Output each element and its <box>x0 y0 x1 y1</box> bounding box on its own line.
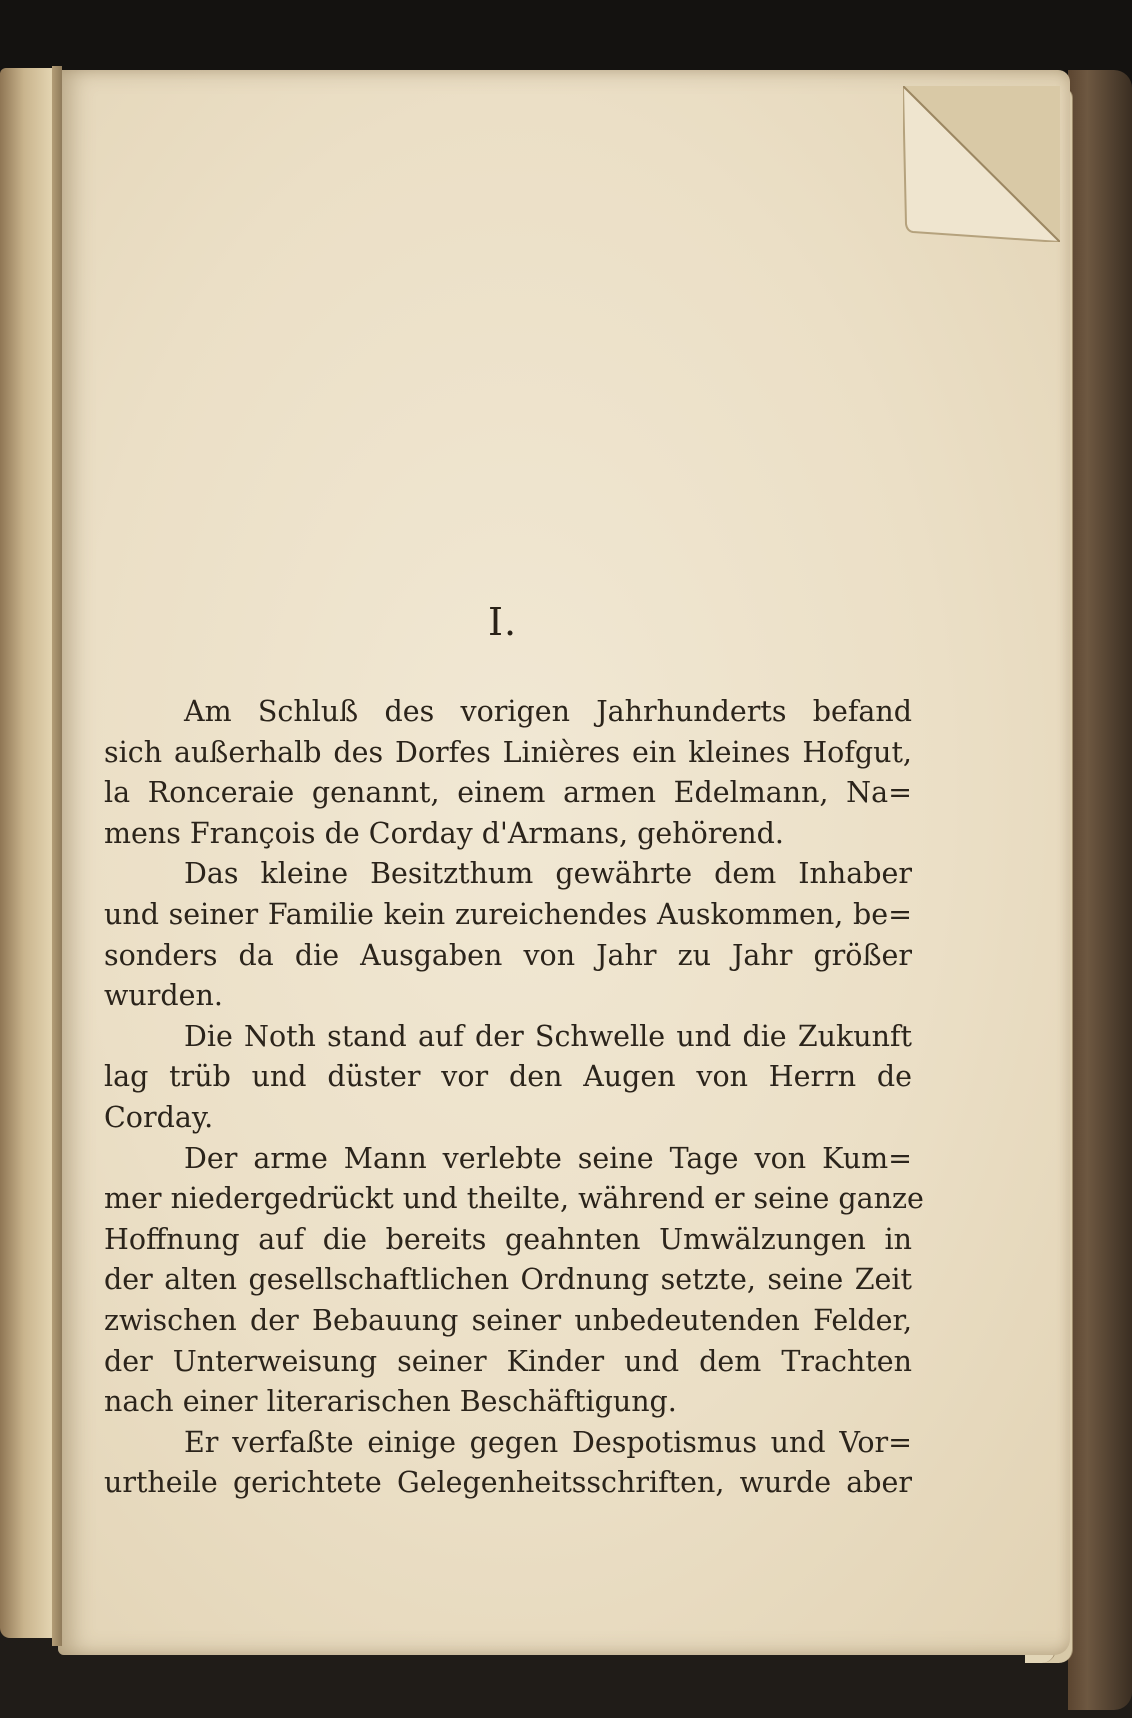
text-line: der Unterweisung seiner Kinder und dem Trachten <box>104 1344 912 1378</box>
text-line: Corday. <box>104 1100 214 1134</box>
paragraph <box>104 1017 912 1139</box>
text-line: la Ronceraie genannt, einem armen Edelmann, Na= <box>104 776 912 810</box>
book-cover-edge <box>1068 70 1132 1710</box>
text-line: sonders da die Ausgaben von Jahr zu Jahr größer <box>104 938 912 972</box>
chapter-heading: I. <box>488 600 518 644</box>
text-line: Er verfaßte einige gegen Despotismus und Vor= <box>184 1425 912 1459</box>
text-line: nach einer literarischen Beschäftigung. <box>104 1385 677 1419</box>
text-line: mer niedergedrückt und theilte, während er seine ganze <box>104 1182 924 1216</box>
text-line: Am Schluß des vorigen Jahrhunderts befand <box>184 695 912 728</box>
book-spine <box>52 66 62 1646</box>
text-line: sich außerhalb des Dorfes Linières ein kleines Hofgut, <box>104 735 912 769</box>
paragraph <box>104 1139 924 1423</box>
paragraph <box>104 1423 912 1504</box>
text-line: und seiner Familie kein zureichendes Auskommen, be= <box>104 897 912 931</box>
text-line: lag trüb und düster vor den Augen von Herrn de <box>104 1060 912 1094</box>
folded-corner <box>903 86 1060 242</box>
text-line: urtheile gerichtete Gelegenheitsschriften, wurde aber <box>104 1466 912 1500</box>
text-line: wurden. <box>104 979 223 1013</box>
text-line: Das kleine Besitzthum gewährte dem Inhaber <box>184 857 912 891</box>
body-text <box>104 692 924 1504</box>
paragraph <box>104 692 912 854</box>
text-line: zwischen der Bebauung seiner unbedeutenden Felder, <box>104 1303 912 1337</box>
paragraph <box>104 854 912 1016</box>
text-line: Hoffnung auf die bereits geahnten Umwälzungen in <box>104 1222 912 1256</box>
facing-page-edge <box>0 68 60 1638</box>
text-line: der alten gesellschaftlichen Ordnung setzte, seine Zeit <box>104 1263 912 1297</box>
text-line: Die Noth stand auf der Schwelle und die Zukunft <box>184 1019 912 1053</box>
text-line: Der arme Mann verlebte seine Tage von Kum= <box>184 1141 912 1175</box>
text-line: mens François de Corday d'Armans, gehörend. <box>104 816 784 850</box>
